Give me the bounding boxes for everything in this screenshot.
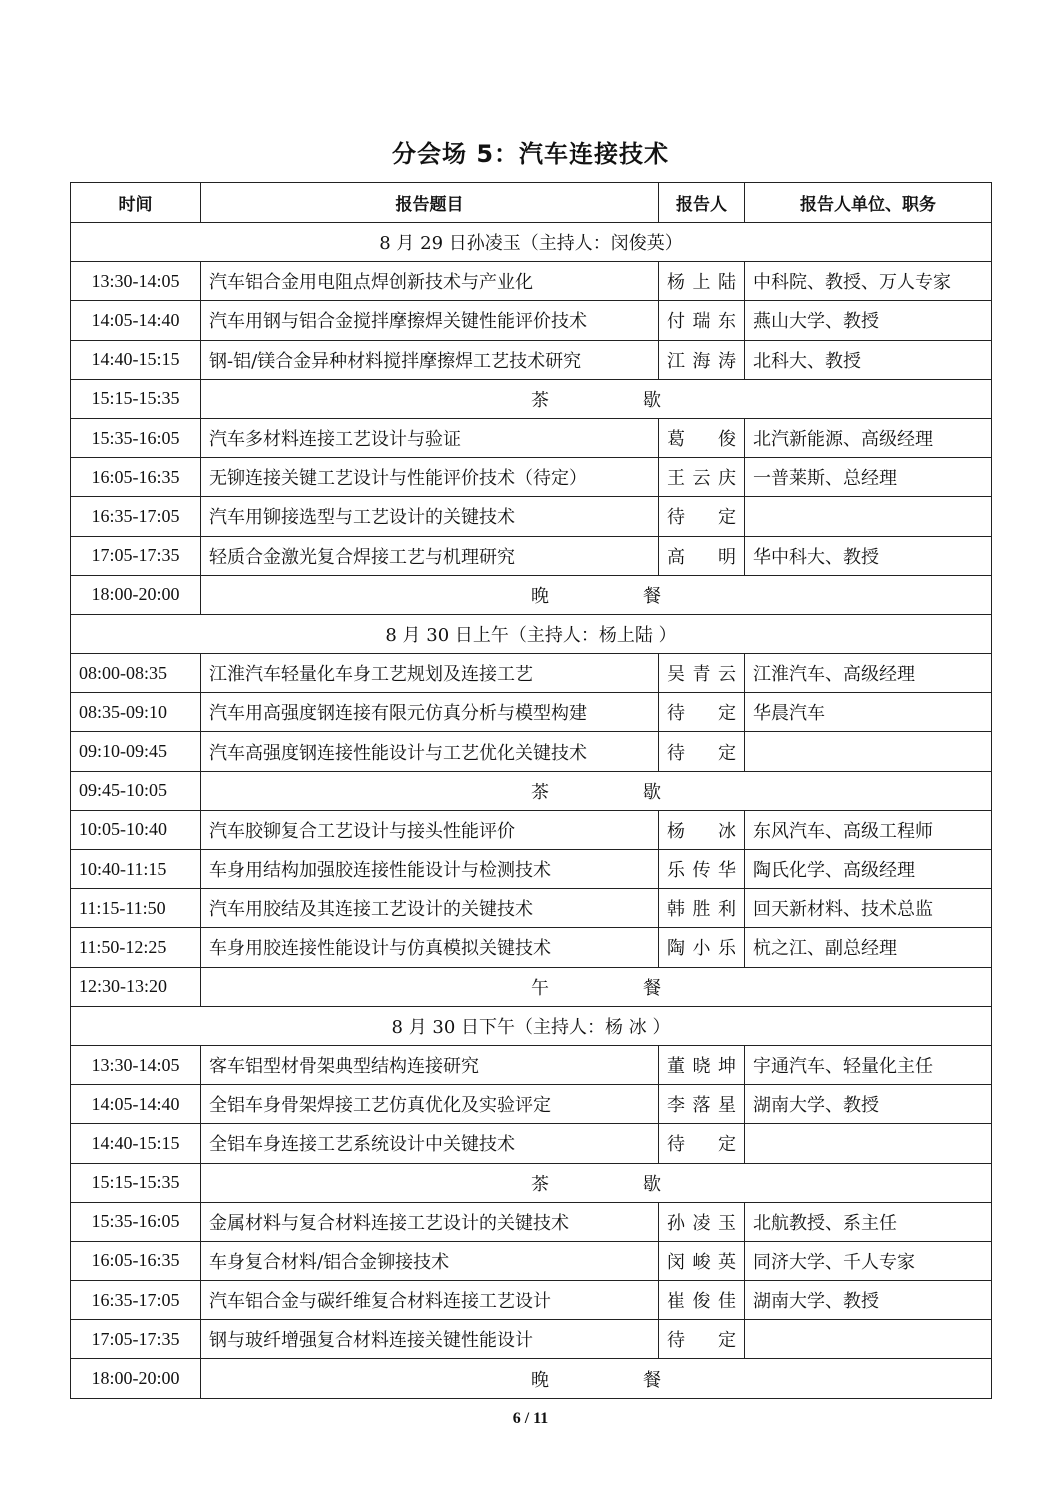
time-cell: 10:05-10:40 <box>71 810 201 849</box>
section-label: 8 月 30 日上午（主持人：杨上陆 ） <box>71 614 992 653</box>
time-cell: 15:35-16:05 <box>71 1202 201 1241</box>
org-cell: 华晨汽车 <box>745 693 992 732</box>
speaker-cell: 付瑞东 <box>659 301 745 340</box>
speaker-cell: 杨上陆 <box>659 262 745 301</box>
org-cell: 陶氏化学、高级经理 <box>745 850 992 889</box>
break-row <box>71 575 992 614</box>
table-header-row <box>71 183 992 223</box>
break-row <box>71 379 992 418</box>
talk-title-cell: 金属材料与复合材料连接工艺设计的关键技术 <box>201 1202 659 1241</box>
table-row <box>71 889 992 928</box>
break-label: 晚餐 <box>531 1369 661 1391</box>
break-row <box>71 967 992 1006</box>
time-cell: 11:50-12:25 <box>71 928 201 967</box>
speaker-cell: 闵峻英 <box>659 1241 745 1280</box>
org-cell <box>745 497 992 536</box>
header-time: 时间 <box>71 183 201 223</box>
talk-title-cell: 汽车用钢与铝合金搅拌摩擦焊关键性能评价技术 <box>201 301 659 340</box>
talk-title-cell: 车身用结构加强胶连接性能设计与检测技术 <box>201 850 659 889</box>
header-title: 报告题目 <box>201 183 659 223</box>
time-cell: 18:00-20:00 <box>71 575 201 614</box>
speaker-cell: 待定 <box>659 732 745 771</box>
talk-title-cell: 钢与玻纤增强复合材料连接关键性能设计 <box>201 1320 659 1359</box>
table-row <box>71 928 992 967</box>
talk-title-cell: 汽车用胶结及其连接工艺设计的关键技术 <box>201 889 659 928</box>
speaker-cell: 乐传华 <box>659 850 745 889</box>
talk-title-cell: 江淮汽车轻量化车身工艺规划及连接工艺 <box>201 654 659 693</box>
speaker-cell: 崔俊佳 <box>659 1281 745 1320</box>
break-label: 晚餐 <box>531 585 661 607</box>
speaker-cell: 待定 <box>659 497 745 536</box>
time-cell: 16:05-16:35 <box>71 458 201 497</box>
time-cell: 15:15-15:35 <box>71 1163 201 1202</box>
table-row <box>71 1202 992 1241</box>
talk-title-cell: 全铝车身连接工艺系统设计中关键技术 <box>201 1124 659 1163</box>
org-cell: 华中科大、教授 <box>745 536 992 575</box>
table-row <box>71 1045 992 1084</box>
speaker-cell: 待定 <box>659 693 745 732</box>
talk-title-cell: 汽车用高强度钢连接有限元仿真分析与模型构建 <box>201 693 659 732</box>
break-label: 茶歇 <box>531 781 661 803</box>
header-speaker: 报告人 <box>659 183 745 223</box>
table-row <box>71 301 992 340</box>
org-cell <box>745 1320 992 1359</box>
org-cell: 湖南大学、教授 <box>745 1281 992 1320</box>
org-cell: 同济大学、千人专家 <box>745 1241 992 1280</box>
time-cell: 13:30-14:05 <box>71 1045 201 1084</box>
time-cell: 18:00-20:00 <box>71 1359 201 1398</box>
talk-title-cell: 客车铝型材骨架典型结构连接研究 <box>201 1045 659 1084</box>
org-cell: 北汽新能源、高级经理 <box>745 418 992 457</box>
time-cell: 15:15-15:35 <box>71 379 201 418</box>
speaker-cell: 李落星 <box>659 1085 745 1124</box>
talk-title-cell: 汽车用铆接选型与工艺设计的关键技术 <box>201 497 659 536</box>
time-cell: 16:35-17:05 <box>71 1281 201 1320</box>
org-cell <box>745 732 992 771</box>
speaker-cell: 孙凌玉 <box>659 1202 745 1241</box>
org-cell: 北航教授、系主任 <box>745 1202 992 1241</box>
table-row <box>71 1124 992 1163</box>
break-label: 午餐 <box>531 977 661 999</box>
time-cell: 09:45-10:05 <box>71 771 201 810</box>
table-row <box>71 693 992 732</box>
time-cell: 12:30-13:20 <box>71 967 201 1006</box>
break-cell <box>201 379 992 418</box>
break-cell <box>201 967 992 1006</box>
break-cell <box>201 1163 992 1202</box>
page-title: 分会场 5：汽车连接技术 <box>391 140 670 168</box>
org-cell: 东风汽车、高级工程师 <box>745 810 992 849</box>
break-row <box>71 1163 992 1202</box>
speaker-cell: 陶小乐 <box>659 928 745 967</box>
time-cell: 17:05-17:35 <box>71 1320 201 1359</box>
table-row <box>71 458 992 497</box>
time-cell: 17:05-17:35 <box>71 536 201 575</box>
break-cell <box>201 1359 992 1398</box>
break-row <box>71 771 992 810</box>
org-cell: 杭之江、副总经理 <box>745 928 992 967</box>
time-cell: 11:15-11:50 <box>71 889 201 928</box>
org-cell: 一普莱斯、总经理 <box>745 458 992 497</box>
speaker-cell: 待定 <box>659 1124 745 1163</box>
talk-title-cell: 汽车胶铆复合工艺设计与接头性能评价 <box>201 810 659 849</box>
schedule-table <box>70 182 992 1399</box>
time-cell: 08:35-09:10 <box>71 693 201 732</box>
table-row <box>71 340 992 379</box>
time-cell: 08:00-08:35 <box>71 654 201 693</box>
page-number: 6 / 11 <box>512 1410 549 1427</box>
time-cell: 15:35-16:05 <box>71 418 201 457</box>
break-cell <box>201 575 992 614</box>
table-row <box>71 262 992 301</box>
time-cell: 14:05-14:40 <box>71 301 201 340</box>
talk-title-cell: 车身复合材料/铝合金铆接技术 <box>201 1241 659 1280</box>
org-cell: 湖南大学、教授 <box>745 1085 992 1124</box>
table-row <box>71 497 992 536</box>
header-org: 报告人单位、职务 <box>745 183 992 223</box>
time-cell: 10:40-11:15 <box>71 850 201 889</box>
talk-title-cell: 钢-铝/镁合金异种材料搅拌摩擦焊工艺技术研究 <box>201 340 659 379</box>
talk-title-cell: 全铝车身骨架焊接工艺仿真优化及实验评定 <box>201 1085 659 1124</box>
section-header-row <box>71 614 992 653</box>
time-cell: 09:10-09:45 <box>71 732 201 771</box>
org-cell <box>745 1124 992 1163</box>
table-row <box>71 536 992 575</box>
org-cell: 江淮汽车、高级经理 <box>745 654 992 693</box>
org-cell: 中科院、教授、万人专家 <box>745 262 992 301</box>
speaker-cell: 吴青云 <box>659 654 745 693</box>
time-cell: 14:40-15:15 <box>71 340 201 379</box>
schedule-body <box>71 223 992 1399</box>
table-row <box>71 1241 992 1280</box>
table-row <box>71 732 992 771</box>
break-label: 茶歇 <box>531 389 661 411</box>
section-label: 8 月 29 日孙凌玉（主持人：闵俊英） <box>71 223 992 262</box>
speaker-cell: 葛俊 <box>659 418 745 457</box>
speaker-cell: 待定 <box>659 1320 745 1359</box>
time-cell: 13:30-14:05 <box>71 262 201 301</box>
speaker-cell: 韩胜利 <box>659 889 745 928</box>
table-row <box>71 1281 992 1320</box>
break-cell <box>201 771 992 810</box>
table-row <box>71 1085 992 1124</box>
speaker-cell: 董晓坤 <box>659 1045 745 1084</box>
speaker-cell: 江海涛 <box>659 340 745 379</box>
time-cell: 16:35-17:05 <box>71 497 201 536</box>
talk-title-cell: 无铆连接关键工艺设计与性能评价技术（待定） <box>201 458 659 497</box>
speaker-cell: 高明 <box>659 536 745 575</box>
talk-title-cell: 汽车铝合金与碳纤维复合材料连接工艺设计 <box>201 1281 659 1320</box>
talk-title-cell: 车身用胶连接性能设计与仿真模拟关键技术 <box>201 928 659 967</box>
table-row <box>71 654 992 693</box>
talk-title-cell: 汽车多材料连接工艺设计与验证 <box>201 418 659 457</box>
break-row <box>71 1359 992 1398</box>
talk-title-cell: 汽车铝合金用电阻点焊创新技术与产业化 <box>201 262 659 301</box>
section-label: 8 月 30 日下午（主持人：杨 冰 ） <box>71 1006 992 1045</box>
section-header-row <box>71 223 992 262</box>
table-row <box>71 1320 992 1359</box>
break-label: 茶歇 <box>531 1173 661 1195</box>
talk-title-cell: 汽车高强度钢连接性能设计与工艺优化关键技术 <box>201 732 659 771</box>
table-row <box>71 418 992 457</box>
section-header-row <box>71 1006 992 1045</box>
time-cell: 16:05-16:35 <box>71 1241 201 1280</box>
org-cell: 宇通汽车、轻量化主任 <box>745 1045 992 1084</box>
org-cell: 北科大、教授 <box>745 340 992 379</box>
org-cell: 回天新材料、技术总监 <box>745 889 992 928</box>
time-cell: 14:05-14:40 <box>71 1085 201 1124</box>
table-row <box>71 810 992 849</box>
time-cell: 14:40-15:15 <box>71 1124 201 1163</box>
talk-title-cell: 轻质合金激光复合焊接工艺与机理研究 <box>201 536 659 575</box>
speaker-cell: 杨冰 <box>659 810 745 849</box>
org-cell: 燕山大学、教授 <box>745 301 992 340</box>
speaker-cell: 王云庆 <box>659 458 745 497</box>
table-row <box>71 850 992 889</box>
